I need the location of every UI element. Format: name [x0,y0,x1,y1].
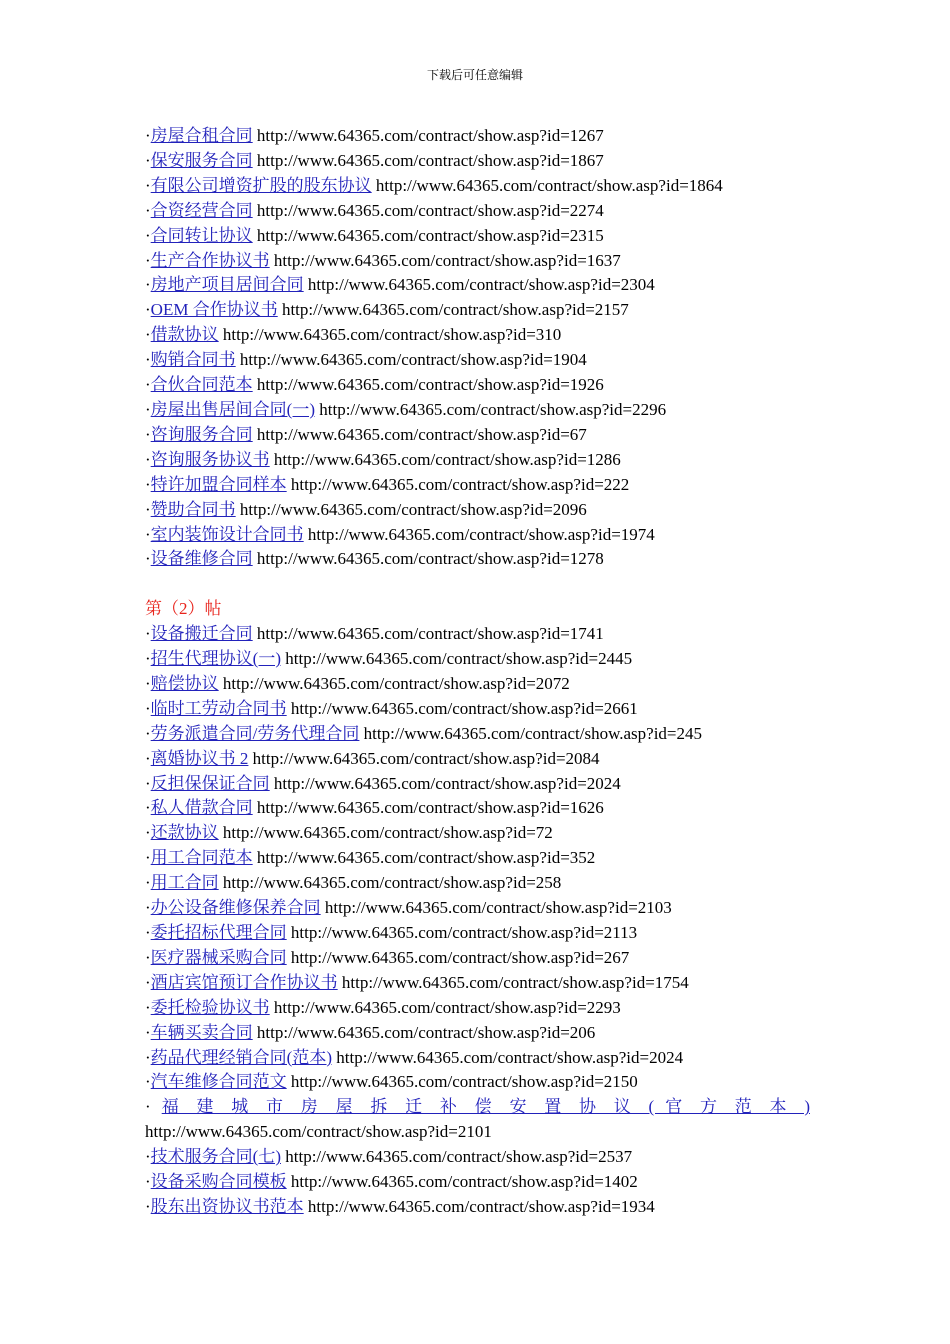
contract-link[interactable]: 合同转让协议 [150,225,253,245]
list-item [145,224,810,249]
bullet: · [145,972,151,992]
contract-url: http://www.64365.com/contract/show.asp?id=2274 [256,200,604,220]
contract-link[interactable]: 咨询服务协议书 [150,449,270,469]
bullet: · [145,673,151,693]
list-item [145,149,810,174]
contract-link[interactable]: 设备搬迁合同 [150,624,253,644]
contract-url: http://www.64365.com/contract/show.asp?id=2113 [290,922,638,942]
contract-url: http://www.64365.com/contract/show.asp?id=67 [256,424,587,444]
contract-link[interactable]: 设备维修合同 [150,549,253,569]
contract-url: http://www.64365.com/contract/show.asp?id=1904 [239,350,587,370]
bullet: · [145,474,151,494]
contract-link[interactable]: 委托检验协议书 [150,997,270,1017]
contract-url: http://www.64365.com/contract/show.asp?id=1754 [341,972,689,992]
contract-url: http://www.64365.com/contract/show.asp?id=2445 [285,649,633,669]
contract-link[interactable]: 咨询服务合同 [150,424,253,444]
bullet: · [145,225,151,245]
bullet: · [145,649,151,669]
list-item [145,448,810,473]
list-item [145,747,810,772]
bullet: · [145,399,151,419]
bullet: · [145,898,151,918]
bullet: · [145,1147,151,1167]
contract-url: http://www.64365.com/contract/show.asp?id=1637 [273,250,621,270]
contract-url: http://www.64365.com/contract/show.asp?id=2150 [290,1072,638,1092]
contract-url: http://www.64365.com/contract/show.asp?id=2296 [319,399,667,419]
contract-url: http://www.64365.com/contract/show.asp?id=1267 [256,126,604,145]
contract-link[interactable]: 酒店宾馆预订合作协议书 [150,972,338,992]
bullet: · [145,424,151,444]
bullet: · [145,126,151,145]
contract-url: http://www.64365.com/contract/show.asp?id=72 [222,823,553,843]
contract-url: http://www.64365.com/contract/show.asp?id=2304 [307,275,655,295]
contract-link[interactable]: 还款协议 [150,823,219,843]
contract-url: http://www.64365.com/contract/show.asp?id=2024 [273,773,621,793]
list-item [145,124,810,149]
contract-link[interactable]: 药品代理经销合同(范本) [150,1047,332,1067]
contract-url: http://www.64365.com/contract/show.asp?id=2293 [273,997,621,1017]
list-item-long [145,1095,810,1120]
bullet: · [145,350,151,370]
contract-link[interactable]: 临时工劳动合同书 [150,698,287,718]
contract-url: http://www.64365.com/contract/show.asp?id=310 [222,325,562,345]
bullet: · [145,624,151,644]
list-item [145,298,810,323]
contract-url: http://www.64365.com/contract/show.asp?id=2072 [222,673,570,693]
contract-list-section-2 [145,622,810,1095]
contract-list-section-2-tail [145,1145,810,1220]
bullet: · [145,1196,151,1216]
list-item [145,796,810,821]
contract-url: http://www.64365.com/contract/show.asp?id=2315 [256,225,604,245]
bullet: · [145,873,151,893]
list-item [145,523,810,548]
contract-link[interactable]: 私人借款合同 [150,798,253,818]
bullet: · [145,524,151,544]
list-item [145,473,810,498]
list-item [145,174,810,199]
bullet: · [145,773,151,793]
list-item [145,697,810,722]
contract-link[interactable]: 委托招标代理合同 [150,922,287,942]
contract-link[interactable]: 用工合同范本 [150,848,253,868]
page-header: 下载后可任意编辑 [426,68,523,82]
bullet: · [145,823,151,843]
list-item [145,323,810,348]
contract-url: http://www.64365.com/contract/show.asp?id=1974 [307,524,655,544]
list-item [145,772,810,797]
contract-url: http://www.64365.com/contract/show.asp?id=267 [290,947,630,967]
contract-url: http://www.64365.com/contract/show.asp?id=2661 [290,698,638,718]
contract-url: http://www.64365.com/contract/show.asp?id=1278 [256,549,604,569]
contract-link[interactable]: 反担保保证合同 [150,773,270,793]
spacer [145,572,810,597]
list-item [145,373,810,398]
list-item [145,1170,810,1195]
contract-link[interactable]: 房地产项目居间合同 [150,275,304,295]
contract-link[interactable]: 合资经营合同 [150,200,253,220]
contract-url: http://www.64365.com/contract/show.asp?id=1402 [290,1172,638,1192]
contract-link[interactable]: 招生代理协议(一) [150,649,281,669]
contract-url: http://www.64365.com/contract/show.asp?id=2103 [324,898,672,918]
list-item [145,398,810,423]
contract-link[interactable]: 技术服务合同(七) [150,1147,281,1167]
contract-link[interactable]: 医疗器械采购合同 [150,947,287,967]
list-item [145,1021,810,1046]
list-item [145,547,810,572]
contract-url: http://www.64365.com/contract/show.asp?id=1926 [256,375,604,395]
contract-link[interactable]: 有限公司增资扩股的股东协议 [150,175,372,195]
bullet: · [145,1047,151,1067]
list-item [145,896,810,921]
contract-url: http://www.64365.com/contract/show.asp?id=1864 [375,175,723,195]
bullet: · [145,848,151,868]
contract-url: http://www.64365.com/contract/show.asp?id=2157 [281,300,629,320]
list-item [145,1046,810,1071]
contract-link[interactable]: 股东出资协议书范本 [150,1196,304,1216]
bullet: · [145,997,151,1017]
bullet: · [145,150,151,170]
list-item [145,1070,810,1095]
contract-url: http://www.64365.com/contract/show.asp?id=2084 [252,748,600,768]
contract-url: http://www.64365.com/contract/show.asp?id=352 [256,848,596,868]
list-item [145,249,810,274]
list-item [145,1195,810,1220]
list-item [145,846,810,871]
bullet: · [145,375,151,395]
list-item [145,348,810,373]
bullet: · [145,175,151,195]
contract-link[interactable]: 汽车维修合同范文 [150,1072,287,1092]
contract-url: http://www.64365.com/contract/show.asp?id=1626 [256,798,604,818]
list-item [145,921,810,946]
section-2-title: 第（2）帖 [145,599,222,619]
contract-link[interactable]: 房屋出售居间合同(一) [150,399,315,419]
list-item-long-url: http://www.64365.com/contract/show.asp?id=2101 [145,1122,492,1142]
bullet: · [145,549,151,569]
bullet: · [145,250,151,270]
contract-link[interactable]: 生产合作协议书 [150,250,270,270]
list-item [145,821,810,846]
contract-link[interactable]: OEM 合作协议书 [150,300,278,320]
contract-link[interactable]: 用工合同 [150,873,219,893]
contract-url: http://www.64365.com/contract/show.asp?id=222 [290,474,630,494]
bullet: · [145,1172,151,1192]
contract-url: http://www.64365.com/contract/show.asp?id=1934 [307,1196,655,1216]
list-item [145,722,810,747]
bullet: · [145,698,151,718]
contract-link[interactable]: 设备采购合同模板 [150,1172,287,1192]
contract-link[interactable]: 福 建 城 市 房 屋 拆 迁 补 偿 安 置 协 议 ( 官 方 范 本 ) [161,1097,810,1117]
bullet: · [145,449,151,469]
bullet: · [145,748,151,768]
bullet: · [145,1072,151,1092]
bullet: · [145,1097,151,1117]
contract-url: http://www.64365.com/contract/show.asp?id=1867 [256,150,604,170]
contract-link[interactable]: 办公设备维修保养合同 [150,898,321,918]
list-item [145,273,810,298]
document-body [145,124,810,1220]
list-item [145,672,810,697]
contract-url: http://www.64365.com/contract/show.asp?id=1286 [273,449,621,469]
list-item [145,622,810,647]
bullet: · [145,723,151,743]
contract-url: http://www.64365.com/contract/show.asp?id=2096 [239,499,587,519]
contract-link[interactable]: 合伙合同范本 [150,375,253,395]
bullet: · [145,275,151,295]
contract-url: http://www.64365.com/contract/show.asp?id=245 [363,723,703,743]
contract-link[interactable]: 保安服务合同 [150,150,253,170]
list-item [145,946,810,971]
list-item [145,423,810,448]
contract-link[interactable]: 借款协议 [150,325,219,345]
list-item [145,996,810,1021]
contract-link[interactable]: 离婚协议书 2 [150,748,249,768]
contract-link[interactable]: 劳务派遣合同/劳务代理合同 [150,723,360,743]
list-item [145,1145,810,1170]
contract-link[interactable]: 特许加盟合同样本 [150,474,287,494]
contract-link[interactable]: 车辆买卖合同 [150,1022,253,1042]
contract-link[interactable]: 购销合同书 [150,350,236,370]
list-item [145,199,810,224]
bullet: · [145,200,151,220]
list-item [145,871,810,896]
bullet: · [145,1022,151,1042]
contract-url: http://www.64365.com/contract/show.asp?id=206 [256,1022,596,1042]
contract-link[interactable]: 赔偿协议 [150,673,219,693]
bullet: · [145,499,151,519]
contract-url: http://www.64365.com/contract/show.asp?id=258 [222,873,562,893]
bullet: · [145,947,151,967]
bullet: · [145,325,151,345]
list-item [145,498,810,523]
list-item [145,647,810,672]
contract-url: http://www.64365.com/contract/show.asp?id=1741 [256,624,604,644]
contract-link[interactable]: 房屋合租合同 [150,126,253,145]
contract-url: http://www.64365.com/contract/show.asp?id=2024 [336,1047,684,1067]
contract-url: http://www.64365.com/contract/show.asp?id=2537 [285,1147,633,1167]
list-item [145,971,810,996]
contract-link[interactable]: 赞助合同书 [150,499,236,519]
bullet: · [145,922,151,942]
contract-link[interactable]: 室内装饰设计合同书 [150,524,304,544]
contract-list-section-1 [145,124,810,572]
bullet: · [145,798,151,818]
bullet: · [145,300,151,320]
